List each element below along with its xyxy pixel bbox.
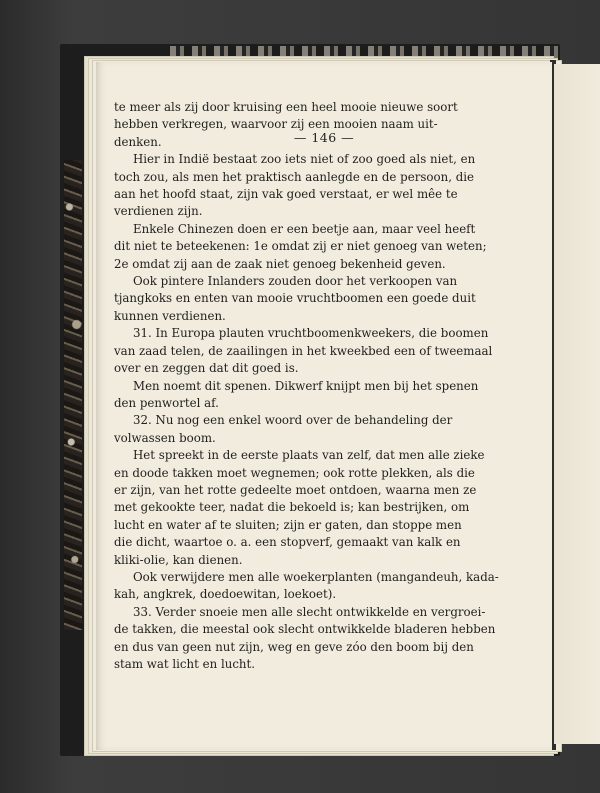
text-line: kliki-olie, kan dienen. — [114, 552, 243, 567]
text-line: 33. Verder snoeie men alle slecht ontwikkelde en vergroei- — [133, 604, 486, 619]
text-line: hebben verkregen, waarvoor zij een mooien naam uit- — [114, 117, 438, 132]
text-line: Het spreekt in de eerste plaats van zelf, dat men alle zieke — [133, 448, 485, 463]
text-line: die dicht, waartoe o. a. een stopverf, gemaakt van kalk en — [114, 535, 461, 550]
text-line: volwassen boom. — [114, 430, 216, 445]
text-line: 2e omdat zij aan de zaak niet genoeg bekenheid geven. — [114, 256, 446, 271]
text-line: aan het hoofd staat, zijn vak goed verstaat, er wel mêe te — [114, 187, 458, 202]
text-line: van zaad telen, de zaailingen in het kweekbed een of tweemaal — [114, 343, 493, 358]
text-line: toch zou, als men het praktisch aanlegde en de persoon, die — [114, 169, 475, 184]
text-line: kunnen verdienen. — [114, 308, 226, 323]
facing-page-strip — [554, 64, 600, 744]
text-line: Hier in Indië bestaat zoo iets niet of zoo goed als niet, en — [133, 152, 476, 167]
text-line: Enkele Chinezen doen er een beetje aan, maar veel heeft — [133, 221, 476, 236]
text-line: er zijn, van het rotte gedeelte moet ontdoen, waarna men ze — [114, 482, 477, 497]
text-line: te meer als zij door kruising een heel mooie nieuwe soort — [114, 100, 458, 114]
page-body-text — [114, 99, 499, 673]
page-number: — 146 — — [293, 130, 355, 145]
text-line: over en zeggen dat dit goed is. — [114, 361, 299, 376]
text-line: kah, angkrek, doedoewitan, loekoet). — [114, 587, 337, 602]
text-line: Ook pintere Inlanders zouden door het verkoopen van — [133, 274, 458, 289]
text-line: 31. In Europa plauten vruchtboomenkweekers, die boomen — [133, 326, 489, 341]
text-line: Men noemt dit spenen. Dikwerf knijpt men bij het spenen — [133, 378, 479, 393]
text-line: tjangkoks en enten van mooie vruchtboomen een goede duit — [114, 291, 476, 306]
text-line: lucht en water af te sluiten; zijn er gaten, dan stoppe men — [114, 517, 462, 532]
text-line: Ook verwijdere men alle woekerplanten (mangandeuh, kada- — [133, 569, 499, 584]
text-line: en doode takken moet wegnemen; ook rotte plekken, als die — [114, 465, 475, 480]
text-line: de takken, die meestal ook slecht ontwikkelde bladeren hebben — [114, 622, 496, 637]
marbled-endpaper — [64, 160, 82, 630]
text-line: en dus van geen nut zijn, weg en geve zóo den boom bij den — [114, 639, 474, 654]
text-line: denken. — [114, 134, 162, 149]
text-line: met gekookte teer, nadat die bekoeld is; kan bestrijken, om — [114, 500, 470, 515]
text-line: dit niet te beteekenen: 1e omdat zij er niet genoeg van weten; — [114, 239, 487, 254]
text-line: 32. Nu nog een enkel woord over de behandeling der — [133, 413, 453, 428]
text-line: stam wat licht en lucht. — [114, 657, 256, 671]
text-line: verdienen zijn. — [114, 204, 203, 219]
text-line: den penwortel af. — [114, 395, 219, 410]
